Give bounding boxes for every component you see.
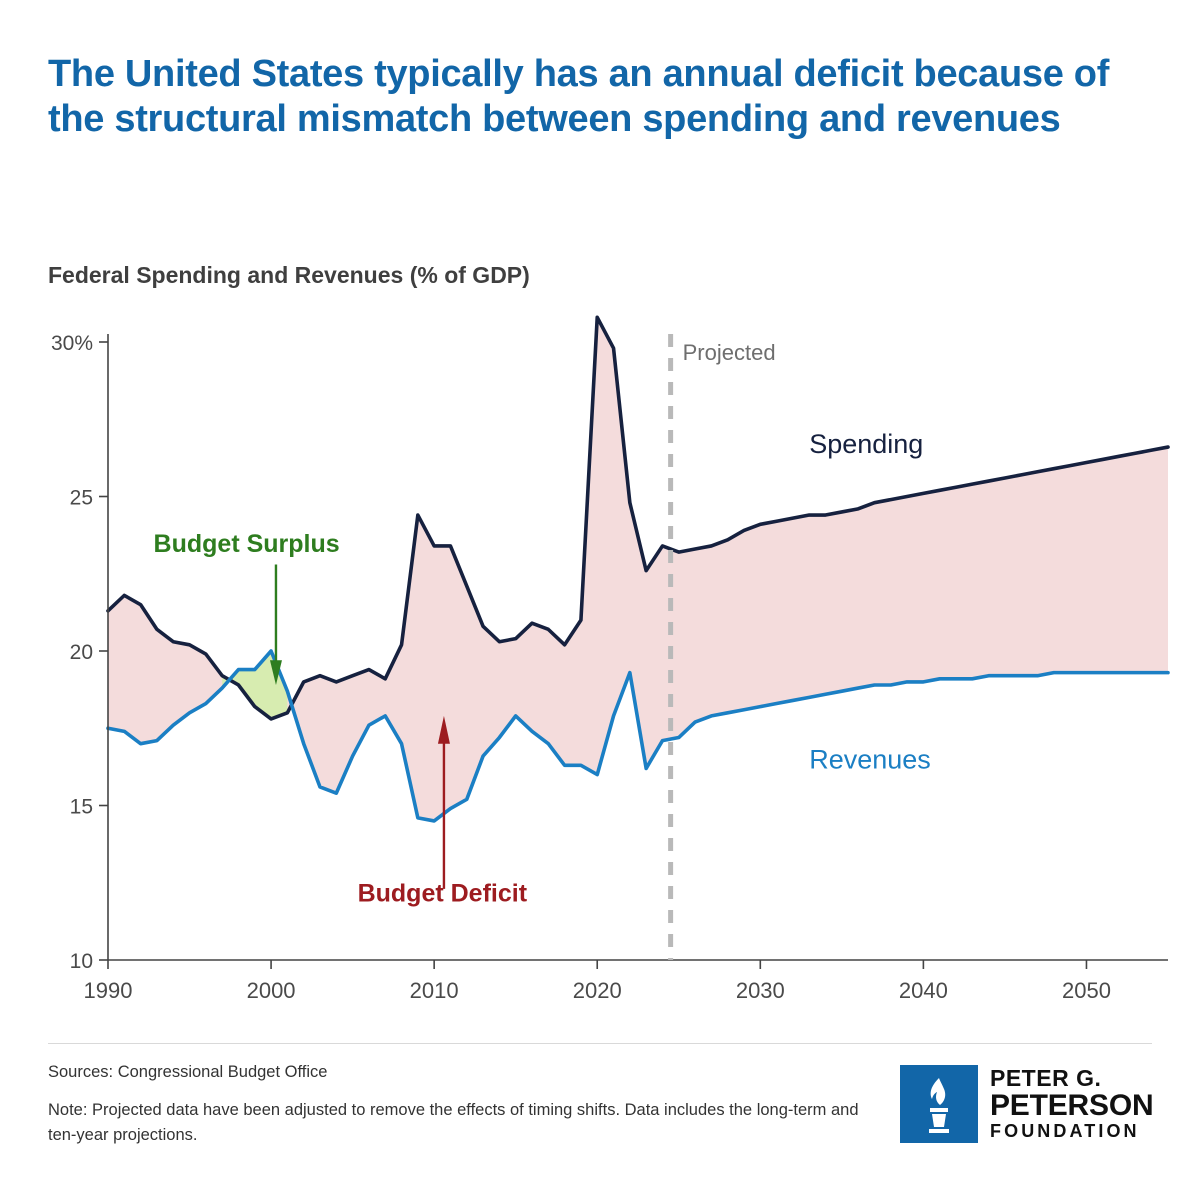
page-title: The United States typically has an annual deficit because of the structural mismatch between spending and revenues: [48, 53, 1110, 140]
x-tick-label: 2050: [1061, 978, 1111, 1003]
x-tick-label: 2020: [572, 978, 622, 1003]
revenues-label: Revenues: [809, 744, 931, 775]
pgpf-logo: [900, 1062, 1155, 1162]
logo-wordmark: [990, 1066, 1153, 1141]
y-tick-label: 20: [69, 641, 93, 664]
logo-line-2: PETERSON: [990, 1089, 1154, 1123]
x-tick-label: 2030: [735, 978, 785, 1003]
x-tick-label: 1990: [83, 978, 133, 1003]
surplus-band: [222, 651, 304, 744]
chart-container: [0, 310, 1200, 1010]
logo-line-3: FOUNDATION: [990, 1121, 1140, 1142]
x-tick-label: 2040: [898, 978, 948, 1003]
deficit-band: [287, 317, 1168, 821]
footer-divider: [48, 1043, 1152, 1044]
spending-label: Spending: [809, 429, 924, 460]
torch-icon: [900, 1065, 978, 1143]
y-tick-label: 30%: [50, 332, 93, 355]
y-tick-label: 25: [69, 486, 93, 510]
projected-label: Projected: [682, 340, 776, 365]
note-text: Note: Projected data have been adjusted to remove the effects of timing shifts. Data includes the long-term and ten-year projections.: [48, 1101, 859, 1144]
chart-subtitle: Federal Spending and Revenues (% of GDP): [48, 262, 530, 288]
y-tick-label: 10: [69, 950, 93, 973]
budget-deficit-label: Budget Deficit: [357, 879, 528, 908]
y-tick-label: 15: [69, 795, 93, 819]
spending-revenues-area-chart: [0, 310, 1200, 1010]
x-tick-label: 2000: [246, 978, 296, 1003]
budget-surplus-label: Budget Surplus: [153, 530, 340, 559]
x-tick-label: 2010: [409, 978, 459, 1003]
torch-icon-svg: [900, 1065, 978, 1143]
sources-text: Sources: Congressional Budget Office: [48, 1063, 328, 1081]
logo-line-1: PETER G.: [990, 1065, 1102, 1091]
